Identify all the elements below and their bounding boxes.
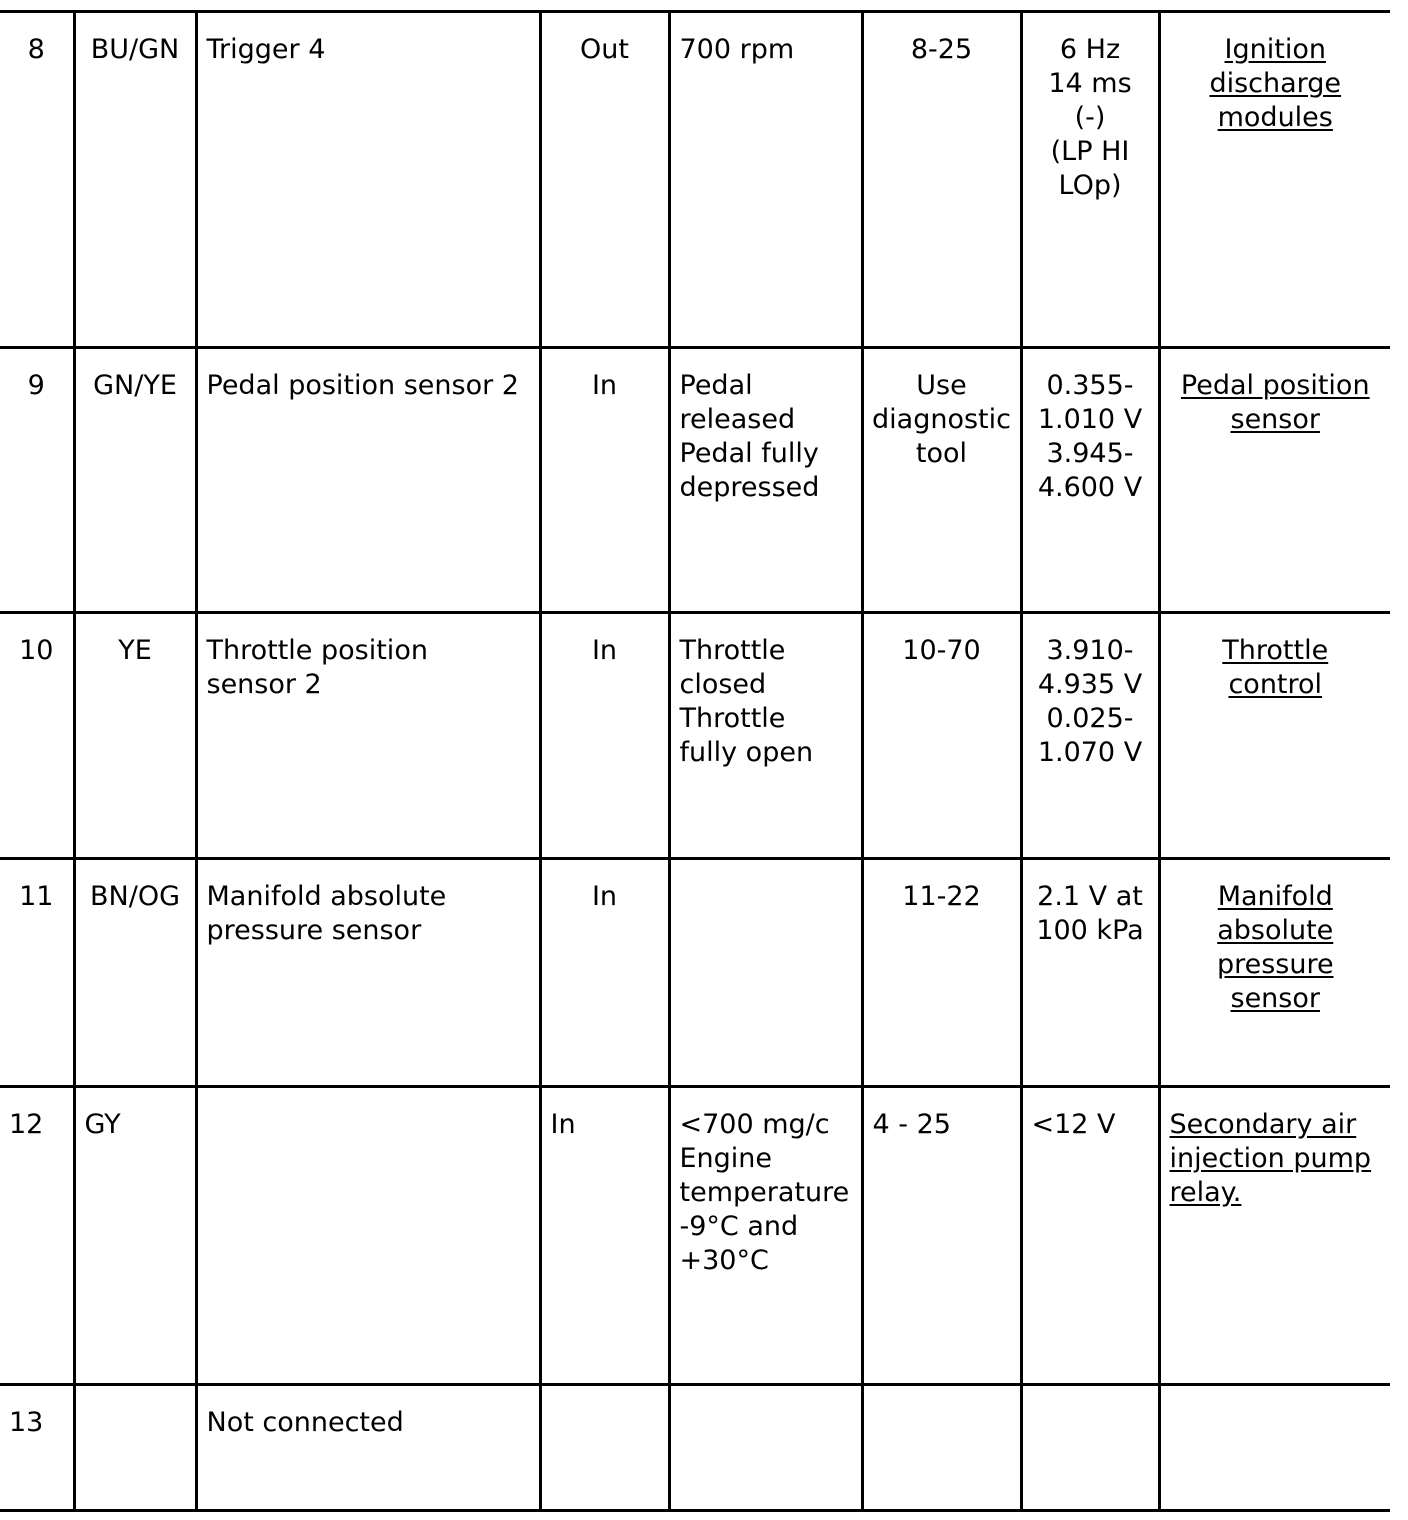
- test-pins: 11-22: [902, 881, 981, 912]
- nominal-value: 0.355- 1.010 V: [1037, 370, 1143, 435]
- manifold-absolute-pressure-sensor-link[interactable]: Manifold absolute pressure sensor: [1216, 881, 1334, 1014]
- signal-name-cell: [196, 12, 540, 348]
- nominal-value: 14 ms (-): [1048, 68, 1132, 133]
- signal-name-cell: [196, 859, 540, 1087]
- nominal-value-cell: [1021, 859, 1159, 1087]
- test-condition: Throttle closed: [679, 635, 786, 700]
- ignition-discharge-modules-link[interactable]: Ignition discharge modules: [1209, 34, 1342, 133]
- pin-number-cell: [0, 1087, 74, 1385]
- test-condition: Throttle fully open: [679, 703, 814, 768]
- wire-color-cell: [74, 1385, 196, 1511]
- nominal-value-cell: [1021, 12, 1159, 348]
- pin-number: 8: [27, 34, 45, 65]
- signal-name: Pedal position sensor 2: [206, 370, 519, 401]
- test-condition-cell: [669, 1087, 862, 1385]
- test-condition: 700 rpm: [679, 34, 795, 65]
- table-row-pin-12: [0, 1087, 1390, 1385]
- reference-link-cell: [1159, 348, 1390, 613]
- signal-direction: In: [591, 881, 618, 912]
- test-pins-cell: [862, 1385, 1021, 1511]
- table-row-pin-11: [0, 859, 1390, 1087]
- signal-direction: In: [591, 370, 618, 401]
- table-row-pin-10: [0, 613, 1390, 859]
- test-condition-cell: [669, 348, 862, 613]
- signal-name: Not connected: [206, 1407, 404, 1438]
- signal-direction: In: [591, 635, 618, 666]
- wire-color-cell: [74, 348, 196, 613]
- test-condition-cell: [669, 859, 862, 1087]
- wire-color-cell: [74, 12, 196, 348]
- nominal-value: 3.910- 4.935 V: [1037, 635, 1143, 700]
- test-condition: Engine temperature -9°C and +30°C: [679, 1143, 850, 1276]
- test-condition: Pedal released: [679, 370, 796, 435]
- signal-name: Throttle position sensor 2: [206, 635, 428, 700]
- direction-cell: [540, 348, 669, 613]
- test-condition-cell: [669, 12, 862, 348]
- test-pins: 10-70: [902, 635, 981, 666]
- nominal-value-cell: [1021, 613, 1159, 859]
- pin-number: 13: [9, 1407, 44, 1438]
- wire-color-cell: [74, 613, 196, 859]
- pin-number-cell: [0, 348, 74, 613]
- pin-number-cell: [0, 1385, 74, 1511]
- test-condition: <700 mg/c: [679, 1109, 830, 1140]
- pin-number-cell: [0, 613, 74, 859]
- direction-cell: [540, 1385, 669, 1511]
- test-pins-cell: [862, 859, 1021, 1087]
- signal-name-cell: [196, 613, 540, 859]
- test-pins-cell: [862, 613, 1021, 859]
- pin-number: 10: [19, 635, 54, 666]
- test-condition-cell: [669, 613, 862, 859]
- test-pins-cell: [862, 12, 1021, 348]
- reference-link-cell: [1159, 12, 1390, 348]
- test-pins-cell: [862, 1087, 1021, 1385]
- secondary-air-injection-pump-relay-link[interactable]: Secondary air injection pump relay.: [1169, 1109, 1372, 1208]
- wire-color-cell: [74, 859, 196, 1087]
- wire-color: BU/GN: [90, 34, 180, 65]
- direction-cell: [540, 1087, 669, 1385]
- reference-link-cell: [1159, 859, 1390, 1087]
- signal-name: Manifold absolute pressure sensor: [206, 881, 447, 946]
- wire-color: YE: [118, 635, 152, 666]
- throttle-control-link[interactable]: Throttle control: [1222, 635, 1329, 700]
- pin-number-cell: [0, 859, 74, 1087]
- nominal-value-cell: [1021, 1087, 1159, 1385]
- signal-direction: In: [550, 1109, 576, 1140]
- table-row-pin-9: [0, 348, 1390, 613]
- pin-number: 12: [9, 1109, 44, 1140]
- wire-color: GN/YE: [93, 370, 177, 401]
- nominal-value: (LP HI LOp): [1050, 136, 1130, 201]
- table-row-pin-8: [0, 12, 1390, 348]
- nominal-value: 6 Hz: [1059, 34, 1121, 65]
- direction-cell: [540, 12, 669, 348]
- wire-color: GY: [84, 1109, 121, 1140]
- direction-cell: [540, 613, 669, 859]
- pedal-position-sensor-link[interactable]: Pedal position sensor: [1180, 370, 1370, 435]
- nominal-value: 3.945- 4.600 V: [1037, 438, 1143, 503]
- signal-name-cell: [196, 348, 540, 613]
- reference-link-cell: [1159, 613, 1390, 859]
- pin-assignment-table: [0, 10, 1390, 1512]
- nominal-value: <12 V: [1031, 1109, 1116, 1140]
- signal-name-cell: [196, 1385, 540, 1511]
- wire-color-cell: [74, 1087, 196, 1385]
- test-pins: 8-25: [910, 34, 973, 65]
- test-pins-cell: [862, 348, 1021, 613]
- test-pins: 4 - 25: [872, 1109, 951, 1140]
- direction-cell: [540, 859, 669, 1087]
- nominal-value-cell: [1021, 1385, 1159, 1511]
- nominal-value: 0.025- 1.070 V: [1037, 703, 1143, 768]
- table-row-pin-13: [0, 1385, 1390, 1511]
- nominal-value: 2.1 V at 100 kPa: [1036, 881, 1144, 946]
- test-condition-cell: [669, 1385, 862, 1511]
- signal-direction: Out: [580, 34, 629, 65]
- reference-link-cell: [1159, 1087, 1390, 1385]
- signal-name: Trigger 4: [206, 34, 326, 65]
- pin-number-cell: [0, 12, 74, 348]
- reference-link-cell: [1159, 1385, 1390, 1511]
- test-pins: Use diagnostic tool: [872, 370, 1011, 469]
- wire-color: BN/OG: [90, 881, 180, 912]
- pin-number: 11: [19, 881, 54, 912]
- signal-name-cell: [196, 1087, 540, 1385]
- test-condition: Pedal fully depressed: [679, 438, 820, 503]
- nominal-value-cell: [1021, 348, 1159, 613]
- pin-number: 9: [27, 370, 45, 401]
